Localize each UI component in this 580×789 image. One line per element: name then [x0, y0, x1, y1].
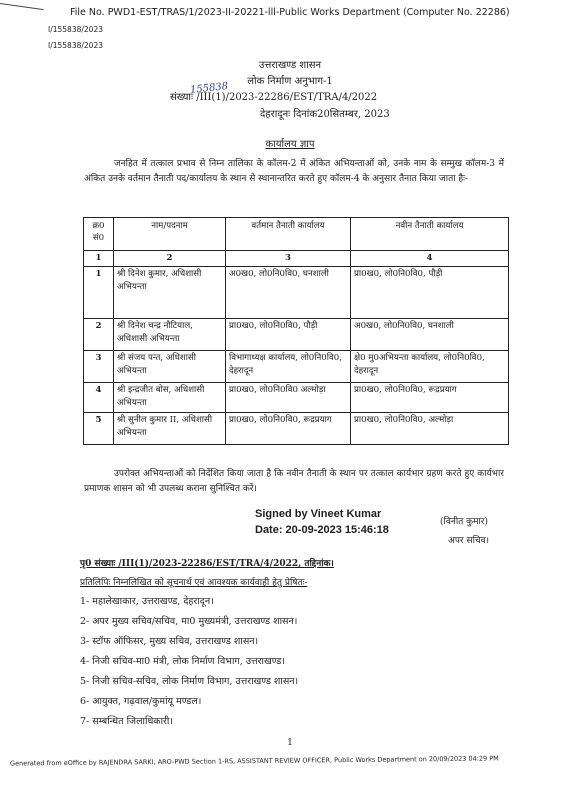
- current-office-cell: प्रा0ख0, लो0नि0वि0 अल्मोड़ा: [226, 383, 351, 413]
- new-office-cell: प्रा0ख0, लो0नि0वि0, पौड़ी: [351, 267, 509, 319]
- signatory-name: (विनीत कुमार): [440, 517, 488, 527]
- corner-mark: [0, 3, 44, 10]
- reference-number: I/155838/2023: [48, 25, 103, 34]
- column-number: 2: [114, 251, 226, 267]
- table-row: [84, 413, 509, 445]
- new-office-cell: प्रा0ख0, लो0नि0वि0, रूद्रप्रयाग: [351, 383, 509, 413]
- new-office-cell: अ0ख0, लो0नि0वि0, घनशाली: [351, 319, 509, 351]
- serial-cell: 3: [84, 351, 114, 383]
- copy-recipient-list: [80, 594, 298, 734]
- current-office-cell: प्रा0ख0, लो0नि0वि0, रूद्रप्रयाग: [226, 413, 351, 445]
- table-row: [84, 383, 509, 413]
- table-row: [84, 319, 509, 351]
- page-number: 1: [287, 738, 293, 748]
- list-item: 4- निजी सचिव-मा0 मंत्री, लोक निर्माण विभाग, उत्तराखण्ड।: [80, 656, 285, 667]
- list-item: 5- निजी सचिव-सचिव, लोक निर्माण विभाग, उत्तराखण्ड शासन।: [80, 676, 299, 687]
- copy-to-label: प्रतिलिपिः निम्नलिखित को सूचनार्थ एवं आवश्यक कार्यवाही हेतु प्रेषितः-: [80, 578, 308, 588]
- digital-signature-date: Date: 20-09-2023 15:46:18: [255, 524, 389, 536]
- letter-number: संख्याः /III(1)/2023-22286/EST/TRA/4/2022: [170, 92, 378, 103]
- place-date: देहरादूनः दिनांक20सितम्बर, 2023: [260, 109, 390, 120]
- current-office-cell: अ0ख0, लो0नि0वि0, घनशाली: [226, 267, 351, 319]
- endorsement-number: पृ0 संख्याः /III(1)/2023-22286/EST/TRA/4/2022, तद्दिनांक।: [80, 559, 334, 569]
- list-item: 1- महालेखाकार, उत्तराखण्ड, देहरादून।: [80, 596, 214, 607]
- name-cell: श्री संजय पन्त, अधिशासी अभियन्ता: [114, 351, 226, 383]
- list-item: 3- स्टॉफ ऑफिसर, मुख्य सचिव, उत्तराखण्ड शासन।: [80, 636, 259, 647]
- memo-title: कार्यालय ज्ञाप: [265, 139, 315, 150]
- name-cell: श्री इन्द्रजीत बोस, अधिशासी अभियन्ता: [114, 383, 226, 413]
- handwritten-number-stamp: 155838: [189, 81, 229, 96]
- current-office-cell: विभागाध्यक्ष कार्यालय, लो0नि0वि0, देहरादून: [226, 351, 351, 383]
- name-cell: श्री सुनील कुमार II, अधिशासी अभियन्ता: [114, 413, 226, 445]
- list-item: 6- आयुक्त, गढ़वाल/कुमांयू मण्डल।: [80, 696, 202, 707]
- name-cell: श्री दिनेश कुमार, अधिशासी अभियन्ता: [114, 267, 226, 319]
- serial-cell: 2: [84, 319, 114, 351]
- name-cell: श्री दिनेश चन्द्र नौटियाल, अधिशासी अभियन्ता: [114, 319, 226, 351]
- list-item: 2- अपर मुख्य सचिव/सचिव, मा0 मुख्यमंत्री, उत्तराखण्ड शासन।: [80, 616, 298, 627]
- serial-cell: 1: [84, 267, 114, 319]
- column-number: 4: [351, 251, 509, 267]
- new-office-cell: क्षे0 मु0अभियन्ता कार्यालय, लो0नि0वि0, देहरादून: [351, 351, 509, 383]
- list-item: 7- सम्बन्धित जिलाधिकारी।: [80, 716, 173, 727]
- transfer-table: [83, 217, 509, 445]
- serial-cell: 4: [84, 383, 114, 413]
- current-office-cell: प्रा0ख0, लो0नि0वि0, पौड़ी: [226, 319, 351, 351]
- new-office-cell: प्रा0ख0, लो0नि0वि0, अल्मोड़ा: [351, 413, 509, 445]
- digital-signature-name: Signed by Vineet Kumar: [255, 508, 382, 520]
- table-row: [84, 351, 509, 383]
- header-current-office: वर्तमान तैनाती कार्यालय: [226, 218, 351, 251]
- header-new-office: नवीन तैनाती कार्यालय: [351, 218, 509, 251]
- section-name: लोक निर्माण अनुभाग-1: [247, 76, 333, 87]
- signatory-designation: अपर सचिव।: [448, 536, 490, 546]
- eoffice-footer: Generated from eOffice by RAJENDRA SARKI, ARO-PWD Section 1-RS, ASSISTANT REVIEW OFFICER, Public Works Department on 20/09/2023 04:29 PM: [9, 754, 499, 768]
- government-name: उत्तराखण्ड शासन: [258, 60, 322, 71]
- header-name: नाम/पदनाम: [114, 218, 226, 251]
- column-number: 1: [84, 251, 114, 267]
- table-row: [84, 267, 509, 319]
- header-serial: क्र0 सं0: [84, 218, 114, 251]
- intro-paragraph: जनहित में तत्काल प्रभाव से निम्न तालिका के कॉलम-2 में अंकित अभियन्ताओं को, उनके नाम के सम्मुख कॉलम-3 में अंकित उनके वर्तमान तैनाती पद/कार्यालय के स्थान से स्थानान्तरित करते हुए कॉलम-4 के अनुसार तैनात किया जाता हैः-: [84, 159, 504, 184]
- serial-cell: 5: [84, 413, 114, 445]
- file-number-header: File No. PWD1-EST/TRAS/1/2023-II-20221-lll-Public Works Department (Computer No. 22286): [70, 7, 510, 18]
- closing-paragraph: उपरोक्त अभियन्ताओं को निर्देशित किया जाता है कि नवीन तैनाती के स्थान पर तत्काल कार्यभार ग्रहण करते हुए कार्यभार प्रमाणक शासन को भी उपलब्ध कराना सुनिश्चित करें।: [84, 469, 504, 494]
- column-number: 3: [226, 251, 351, 267]
- reference-number: I/155838/2023: [48, 41, 103, 50]
